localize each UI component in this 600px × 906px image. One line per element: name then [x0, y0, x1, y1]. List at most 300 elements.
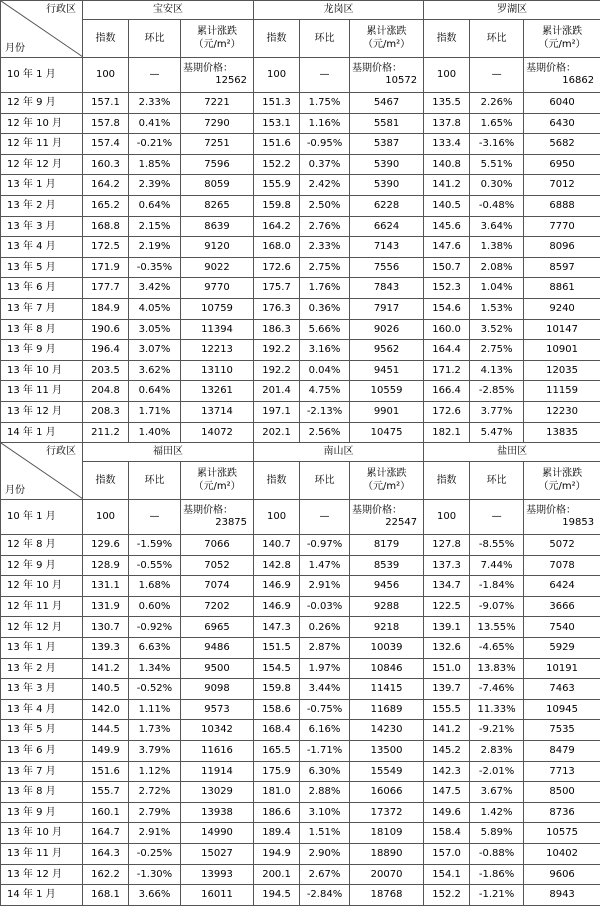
table-row [1, 278, 600, 299]
index-cell: 211.2 [83, 422, 129, 443]
base-mom-cell: — [129, 500, 181, 535]
month-cell: 13 年 8 月 [1, 319, 83, 340]
mom-cell: 1.11% [129, 699, 181, 720]
index-cell: 200.1 [254, 864, 300, 885]
index-cell: 166.4 [424, 381, 470, 402]
month-cell: 13 年 3 月 [1, 679, 83, 700]
mom-cell: 0.37% [300, 154, 350, 175]
index-cell: 190.6 [83, 319, 129, 340]
corner-label-month: 月份 [5, 43, 25, 55]
mom-cell: 5.66% [300, 319, 350, 340]
index-cell: 135.5 [424, 93, 470, 114]
cumulative-cell: 8479 [524, 741, 600, 762]
cumulative-cell: 9500 [181, 658, 254, 679]
table-row [1, 360, 600, 381]
cumulative-cell: 13835 [524, 422, 600, 443]
col-header-cumulative-line1: 累计涨跌 [197, 468, 237, 479]
cumulative-cell: 6040 [524, 93, 600, 114]
index-cell: 165.2 [83, 195, 129, 216]
cumulative-cell: 10575 [524, 823, 600, 844]
col-header-cumulative [524, 462, 600, 500]
month-cell: 14 年 1 月 [1, 885, 83, 906]
cumulative-cell: 9120 [181, 237, 254, 258]
cumulative-cell: 11394 [181, 319, 254, 340]
cumulative-cell: 11914 [181, 761, 254, 782]
table-row [1, 113, 600, 134]
mom-cell: 3.64% [470, 216, 524, 237]
col-header-cumulative-line1: 累计涨跌 [542, 26, 582, 37]
index-cell: 145.2 [424, 741, 470, 762]
base-row [1, 58, 600, 93]
cumulative-cell: 10191 [524, 658, 600, 679]
cumulative-cell: 7535 [524, 720, 600, 741]
table-row [1, 340, 600, 361]
mom-cell: 4.05% [129, 298, 181, 319]
mom-cell: 3.10% [300, 802, 350, 823]
index-cell: 157.1 [83, 93, 129, 114]
base-price-value: 23875 [183, 517, 251, 530]
month-cell: 13 年 7 月 [1, 298, 83, 319]
month-cell: 13 年 1 月 [1, 175, 83, 196]
index-cell: 152.3 [424, 278, 470, 299]
mom-cell: 1.47% [300, 555, 350, 576]
cumulative-cell: 13938 [181, 802, 254, 823]
header-row-columns [1, 462, 600, 500]
index-cell: 158.6 [254, 699, 300, 720]
mom-cell: 5.51% [470, 154, 524, 175]
table-row [1, 216, 600, 237]
index-cell: 172.6 [254, 257, 300, 278]
cumulative-cell: 14072 [181, 422, 254, 443]
col-header-cumulative [350, 20, 424, 58]
index-cell: 154.6 [424, 298, 470, 319]
index-cell: 139.7 [424, 679, 470, 700]
col-header-cumulative-line2: （元/m²） [363, 39, 410, 50]
district-header: 南山区 [254, 443, 424, 462]
table-row [1, 679, 600, 700]
index-cell: 155.9 [254, 175, 300, 196]
base-price-cell [524, 500, 600, 535]
cumulative-cell: 10402 [524, 844, 600, 865]
index-cell: 146.9 [254, 596, 300, 617]
month-cell: 12 年 12 月 [1, 617, 83, 638]
district-header: 盐田区 [424, 443, 600, 462]
cumulative-cell: 10759 [181, 298, 254, 319]
cumulative-cell: 13029 [181, 782, 254, 803]
mom-cell: 2.08% [470, 257, 524, 278]
index-cell: 151.6 [254, 134, 300, 155]
index-cell: 181.0 [254, 782, 300, 803]
table-row [1, 864, 600, 885]
month-cell: 12 年 11 月 [1, 596, 83, 617]
cumulative-cell: 6950 [524, 154, 600, 175]
mom-cell: -2.01% [470, 761, 524, 782]
index-cell: 140.7 [254, 535, 300, 556]
base-index-cell: 100 [83, 58, 129, 93]
index-cell: 153.1 [254, 113, 300, 134]
mom-cell: 0.41% [129, 113, 181, 134]
base-price-label: 基期价格： [183, 63, 233, 74]
cumulative-cell: 5467 [350, 93, 424, 114]
col-header-index: 指数 [254, 20, 300, 58]
month-cell: 13 年 12 月 [1, 401, 83, 422]
table-row [1, 720, 600, 741]
index-cell: 175.9 [254, 761, 300, 782]
month-cell: 10 年 1 月 [1, 58, 83, 93]
base-price-cell [181, 500, 254, 535]
corner-header [1, 1, 83, 58]
mom-cell: -0.21% [129, 134, 181, 155]
cumulative-cell: 13110 [181, 360, 254, 381]
index-cell: 139.3 [83, 638, 129, 659]
mom-cell: 3.79% [129, 741, 181, 762]
month-cell: 13 年 2 月 [1, 658, 83, 679]
cumulative-cell: 15027 [181, 844, 254, 865]
cumulative-cell: 8943 [524, 885, 600, 906]
month-cell: 13 年 9 月 [1, 802, 83, 823]
mom-cell: 0.26% [300, 617, 350, 638]
cumulative-cell: 7143 [350, 237, 424, 258]
cumulative-cell: 10559 [350, 381, 424, 402]
header-row-districts [1, 443, 600, 462]
index-cell: 147.3 [254, 617, 300, 638]
col-header-mom: 环比 [470, 20, 524, 58]
col-header-cumulative-line1: 累计涨跌 [542, 468, 582, 479]
mom-cell: 2.75% [300, 257, 350, 278]
month-cell: 13 年 12 月 [1, 864, 83, 885]
index-cell: 131.1 [83, 576, 129, 597]
table-row [1, 257, 600, 278]
mom-cell: 0.64% [129, 381, 181, 402]
index-cell: 176.3 [254, 298, 300, 319]
cumulative-cell: 7713 [524, 761, 600, 782]
col-header-cumulative [181, 20, 254, 58]
index-cell: 168.4 [254, 720, 300, 741]
mom-cell: -9.21% [470, 720, 524, 741]
cumulative-cell: 13261 [181, 381, 254, 402]
table-row [1, 175, 600, 196]
cumulative-cell: 12035 [524, 360, 600, 381]
cumulative-cell: 5929 [524, 638, 600, 659]
corner-header [1, 443, 83, 500]
cumulative-cell: 8736 [524, 802, 600, 823]
index-cell: 152.2 [424, 885, 470, 906]
index-cell: 165.5 [254, 741, 300, 762]
index-cell: 140.5 [424, 195, 470, 216]
mom-cell: -3.16% [470, 134, 524, 155]
cumulative-cell: 11159 [524, 381, 600, 402]
index-cell: 155.5 [424, 699, 470, 720]
table-row [1, 298, 600, 319]
mom-cell: -0.97% [300, 535, 350, 556]
cumulative-cell: 9451 [350, 360, 424, 381]
col-header-cumulative [181, 462, 254, 500]
mom-cell: 1.40% [129, 422, 181, 443]
mom-cell: 4.75% [300, 381, 350, 402]
index-cell: 171.9 [83, 257, 129, 278]
cumulative-cell: 9901 [350, 401, 424, 422]
base-price-value: 12562 [183, 75, 251, 88]
month-cell: 13 年 4 月 [1, 699, 83, 720]
mom-cell: 2.88% [300, 782, 350, 803]
index-cell: 145.6 [424, 216, 470, 237]
mom-cell: 2.72% [129, 782, 181, 803]
month-cell: 13 年 11 月 [1, 844, 83, 865]
mom-cell: 1.97% [300, 658, 350, 679]
base-index-cell: 100 [424, 58, 470, 93]
mom-cell: 3.42% [129, 278, 181, 299]
table-row [1, 154, 600, 175]
month-cell: 13 年 9 月 [1, 340, 83, 361]
index-cell: 168.8 [83, 216, 129, 237]
cumulative-cell: 6965 [181, 617, 254, 638]
mom-cell: 1.85% [129, 154, 181, 175]
index-cell: 128.9 [83, 555, 129, 576]
mom-cell: 1.76% [300, 278, 350, 299]
mom-cell: 2.91% [300, 576, 350, 597]
index-cell: 142.3 [424, 761, 470, 782]
table-row [1, 576, 600, 597]
cumulative-cell: 20070 [350, 864, 424, 885]
index-cell: 192.2 [254, 340, 300, 361]
table-row [1, 596, 600, 617]
col-header-index: 指数 [83, 462, 129, 500]
cumulative-cell: 7012 [524, 175, 600, 196]
mom-cell: 1.71% [129, 401, 181, 422]
mom-cell: 5.89% [470, 823, 524, 844]
table-row [1, 555, 600, 576]
table-row [1, 699, 600, 720]
cumulative-cell: 18890 [350, 844, 424, 865]
index-cell: 149.6 [424, 802, 470, 823]
cumulative-cell: 8500 [524, 782, 600, 803]
mom-cell: 2.76% [300, 216, 350, 237]
cumulative-cell: 7078 [524, 555, 600, 576]
mom-cell: 3.67% [470, 782, 524, 803]
index-cell: 132.6 [424, 638, 470, 659]
cumulative-cell: 8597 [524, 257, 600, 278]
index-cell: 192.2 [254, 360, 300, 381]
mom-cell: -9.07% [470, 596, 524, 617]
table-row [1, 195, 600, 216]
mom-cell: -1.21% [470, 885, 524, 906]
mom-cell: 2.33% [129, 93, 181, 114]
month-cell: 13 年 8 月 [1, 782, 83, 803]
index-cell: 144.5 [83, 720, 129, 741]
index-cell: 154.1 [424, 864, 470, 885]
col-header-cumulative [350, 462, 424, 500]
mom-cell: 3.44% [300, 679, 350, 700]
index-cell: 149.9 [83, 741, 129, 762]
mom-cell: -0.52% [129, 679, 181, 700]
mom-cell: 1.12% [129, 761, 181, 782]
cumulative-cell: 7052 [181, 555, 254, 576]
base-price-value: 16862 [526, 75, 598, 88]
table-row [1, 782, 600, 803]
mom-cell: -1.30% [129, 864, 181, 885]
index-cell: 157.8 [83, 113, 129, 134]
index-cell: 186.6 [254, 802, 300, 823]
index-cell: 151.0 [424, 658, 470, 679]
cumulative-cell: 6430 [524, 113, 600, 134]
mom-cell: 2.67% [300, 864, 350, 885]
month-cell: 12 年 9 月 [1, 555, 83, 576]
table-row [1, 761, 600, 782]
cumulative-cell: 7770 [524, 216, 600, 237]
header-row-districts [1, 1, 600, 20]
month-cell: 13 年 6 月 [1, 741, 83, 762]
cumulative-cell: 7556 [350, 257, 424, 278]
col-header-mom: 环比 [470, 462, 524, 500]
cumulative-cell: 7074 [181, 576, 254, 597]
index-cell: 184.9 [83, 298, 129, 319]
col-header-cumulative-line2: （元/m²） [539, 481, 586, 492]
index-cell: 203.5 [83, 360, 129, 381]
cumulative-cell: 8059 [181, 175, 254, 196]
cumulative-cell: 9562 [350, 340, 424, 361]
mom-cell: 2.91% [129, 823, 181, 844]
mom-cell: 2.50% [300, 195, 350, 216]
index-cell: 131.9 [83, 596, 129, 617]
index-cell: 129.6 [83, 535, 129, 556]
index-cell: 194.9 [254, 844, 300, 865]
cumulative-cell: 13993 [181, 864, 254, 885]
mom-cell: 1.68% [129, 576, 181, 597]
mom-cell: 3.07% [129, 340, 181, 361]
cumulative-cell: 11616 [181, 741, 254, 762]
cumulative-cell: 12213 [181, 340, 254, 361]
index-cell: 157.4 [83, 134, 129, 155]
col-header-mom: 环比 [129, 20, 181, 58]
index-cell: 186.3 [254, 319, 300, 340]
col-header-index: 指数 [83, 20, 129, 58]
mom-cell: 2.87% [300, 638, 350, 659]
mom-cell: -1.84% [470, 576, 524, 597]
mom-cell: 3.62% [129, 360, 181, 381]
index-cell: 196.4 [83, 340, 129, 361]
cumulative-cell: 7540 [524, 617, 600, 638]
cumulative-cell: 5072 [524, 535, 600, 556]
mom-cell: 0.04% [300, 360, 350, 381]
index-cell: 155.7 [83, 782, 129, 803]
cumulative-cell: 11689 [350, 699, 424, 720]
mom-cell: 1.65% [470, 113, 524, 134]
base-mom-cell: — [470, 500, 524, 535]
index-cell: 204.8 [83, 381, 129, 402]
cumulative-cell: 13500 [350, 741, 424, 762]
mom-cell: 1.04% [470, 278, 524, 299]
index-cell: 189.4 [254, 823, 300, 844]
table-row [1, 93, 600, 114]
cumulative-cell: 6888 [524, 195, 600, 216]
cumulative-cell: 9022 [181, 257, 254, 278]
mom-cell: 1.51% [300, 823, 350, 844]
mom-cell: 1.42% [470, 802, 524, 823]
base-price-value: 10572 [352, 75, 421, 88]
col-header-cumulative [524, 20, 600, 58]
mom-cell: -1.71% [300, 741, 350, 762]
col-header-cumulative-line1: 累计涨跌 [197, 26, 237, 37]
mom-cell: 2.75% [470, 340, 524, 361]
table-row [1, 741, 600, 762]
index-cell: 177.7 [83, 278, 129, 299]
index-cell: 208.3 [83, 401, 129, 422]
corner-label-month: 月份 [5, 485, 25, 497]
cumulative-cell: 14230 [350, 720, 424, 741]
index-cell: 141.2 [424, 175, 470, 196]
cumulative-cell: 9098 [181, 679, 254, 700]
col-header-mom: 环比 [300, 462, 350, 500]
mom-cell: 11.33% [470, 699, 524, 720]
mom-cell: 1.16% [300, 113, 350, 134]
index-cell: 159.8 [254, 679, 300, 700]
index-cell: 150.7 [424, 257, 470, 278]
mom-cell: 2.19% [129, 237, 181, 258]
index-cell: 202.1 [254, 422, 300, 443]
month-cell: 12 年 8 月 [1, 535, 83, 556]
index-cell: 182.1 [424, 422, 470, 443]
cumulative-cell: 6424 [524, 576, 600, 597]
table-row [1, 381, 600, 402]
mom-cell: -0.25% [129, 844, 181, 865]
base-price-label: 基期价格： [352, 505, 402, 516]
mom-cell: 1.34% [129, 658, 181, 679]
mom-cell: -4.65% [470, 638, 524, 659]
mom-cell: 4.13% [470, 360, 524, 381]
base-price-label: 基期价格： [183, 505, 233, 516]
index-cell: 164.7 [83, 823, 129, 844]
index-cell: 168.1 [83, 885, 129, 906]
index-cell: 194.5 [254, 885, 300, 906]
base-price-value: 22547 [352, 517, 421, 530]
month-cell: 13 年 10 月 [1, 823, 83, 844]
cumulative-cell: 10901 [524, 340, 600, 361]
mom-cell: 2.15% [129, 216, 181, 237]
mom-cell: 13.55% [470, 617, 524, 638]
index-cell: 162.2 [83, 864, 129, 885]
index-cell: 137.3 [424, 555, 470, 576]
cumulative-cell: 15549 [350, 761, 424, 782]
index-cell: 164.4 [424, 340, 470, 361]
table-row [1, 658, 600, 679]
index-cell: 151.6 [83, 761, 129, 782]
cumulative-cell: 8179 [350, 535, 424, 556]
cumulative-cell: 5390 [350, 175, 424, 196]
table-row [1, 844, 600, 865]
index-cell: 164.3 [83, 844, 129, 865]
index-cell: 171.2 [424, 360, 470, 381]
base-price-cell [181, 58, 254, 93]
month-cell: 13 年 1 月 [1, 638, 83, 659]
month-cell: 10 年 1 月 [1, 500, 83, 535]
month-cell: 12 年 12 月 [1, 154, 83, 175]
base-mom-cell: — [470, 58, 524, 93]
table-row [1, 422, 600, 443]
cumulative-cell: 9026 [350, 319, 424, 340]
mom-cell: -0.88% [470, 844, 524, 865]
cumulative-cell: 10945 [524, 699, 600, 720]
table-row [1, 319, 600, 340]
mom-cell: -0.03% [300, 596, 350, 617]
cumulative-cell: 8861 [524, 278, 600, 299]
index-cell: 164.2 [254, 216, 300, 237]
header-row-columns [1, 20, 600, 58]
base-mom-cell: — [300, 58, 350, 93]
mom-cell: 1.75% [300, 93, 350, 114]
index-cell: 160.1 [83, 802, 129, 823]
cumulative-cell: 9573 [181, 699, 254, 720]
base-price-cell [350, 500, 424, 535]
